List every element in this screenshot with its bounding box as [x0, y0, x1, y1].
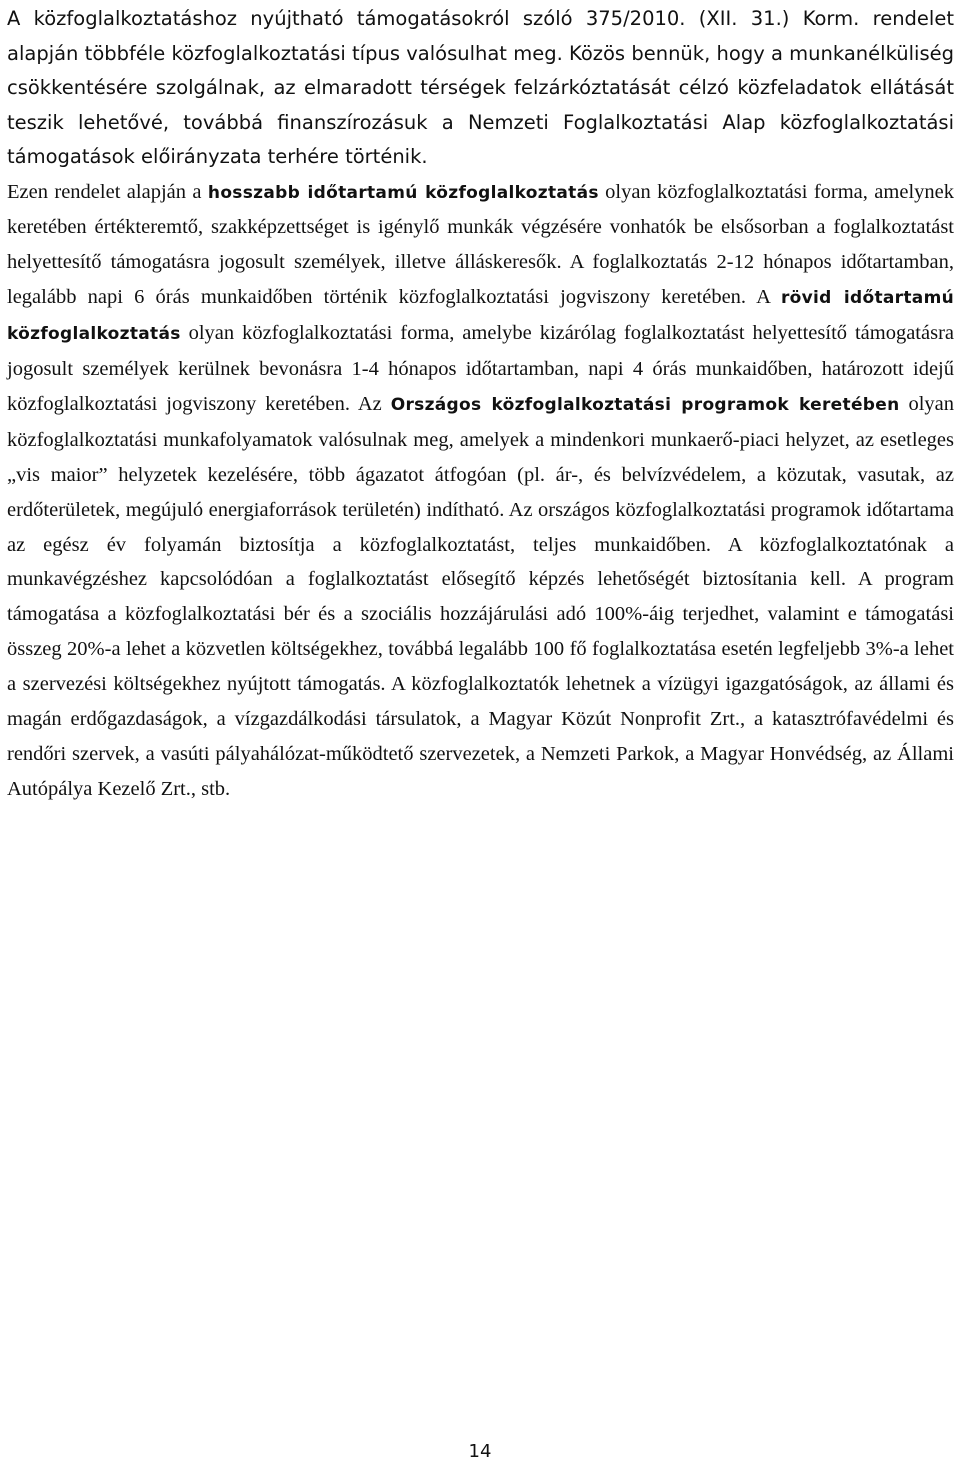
term-national-programs: Országos közfoglalkoztatási programok keretében [390, 394, 900, 415]
paragraph-employment-types [7, 175, 954, 807]
page-number: 14 [468, 1441, 492, 1462]
paragraph-text-national: olyan közfoglalkoztatási munkafolyamatok valósulnak meg, amelyek a mindenkori munkaerő-piaci helyzet, az esetleges „vis maior” helyzetek kezelésére, több ágazatot átfogóan (pl. ár-, és belvízvédelem, a közutak, vasutak, az erdőterületek, megújuló energiaforrások területén) indítható. Az országos közfoglalkoztatási programok időtartama az egész év folyamán biztosítja a közfoglalkoztatást, teljes munkaidőben. A közfoglalkoztatónak a munkavégzéshez kapcsolódóan a foglalkoztatást elősegítő képzés lehetőségét biztosítania kell. A program támogatása a közfoglalkoztatási bér és a szociális hozzájárulási adó 100%-áig terjedhet, valamint e támogatási összeg 20%-a lehet a közvetlen költségekhez, továbbá legalább 100 fő foglalkoztatása esetén legfeljebb 3%-a lehet a szervezési költségekhez nyújtott támogatás. A közfoglalkoztatók lehetnek a vízügyi igazgatóságok, az állami és magán erdőgazdaságok, a vízgazdálkodási társulatok, a Magyar Közút Nonprofit Zrt., a katasztrófavédelmi és rendőri szervek, a vasúti pályahálózat-működtető szervezetek, a Nemzeti Parkok, a Magyar Honvédség, az Állami Autópálya Kezelő Zrt., stb. [7, 392, 955, 800]
term-long-duration-public-work: hosszabb időtartamú közfoglalkoztatás [207, 182, 599, 203]
paragraph-text-short: olyan közfoglalkoztatási forma, amelybe kizárólag foglalkoztatást helyettesítő támogatásra jogosult személyek kerülnek bevonásra 1-4 hónapos időtartamban, napi 4 órás munkaidőben, határozott idejű közfoglalkoztatási jogviszony keretében. Az [7, 322, 954, 415]
document-page [7, 0, 954, 807]
paragraph-text-long: olyan közfoglalkoztatási forma, amelynek keretében értékteremtő, szakképzettséget is igénylő munkák végzésére vonhatók be elsősorban a foglalkoztatást helyettesítő támogatásra jogosult személyek, illetve álláskeresők. A foglalkoztatás 2-12 hónapos időtartamban, legalább napi 6 órás munkaidőben történik közfoglalkoztatási jogviszony keretében. A [7, 180, 954, 309]
term-short-duration-public-work: rövid időtartamú közfoglalkoztatás [7, 288, 954, 345]
paragraph-text-intro: Ezen rendelet alapján a [7, 180, 208, 203]
paragraph-intro: A közfoglalkoztatáshoz nyújtható támogatásokról szóló 375/2010. (XII. 31.) Korm. rendelet alapján többféle közfoglalkoztatási típus valósulhat meg. Közös bennük, hogy a munkanélküliség csökkentésére szolgálnak, az elmaradott térségek felzárkóztatását célzó közfeladatok ellátását teszik lehetővé, továbbá finanszírozásuk a Nemzeti Foglalkoztatási Alap közfoglalkoztatási támogatások előirányzata terhére történik. [7, 7, 954, 168]
